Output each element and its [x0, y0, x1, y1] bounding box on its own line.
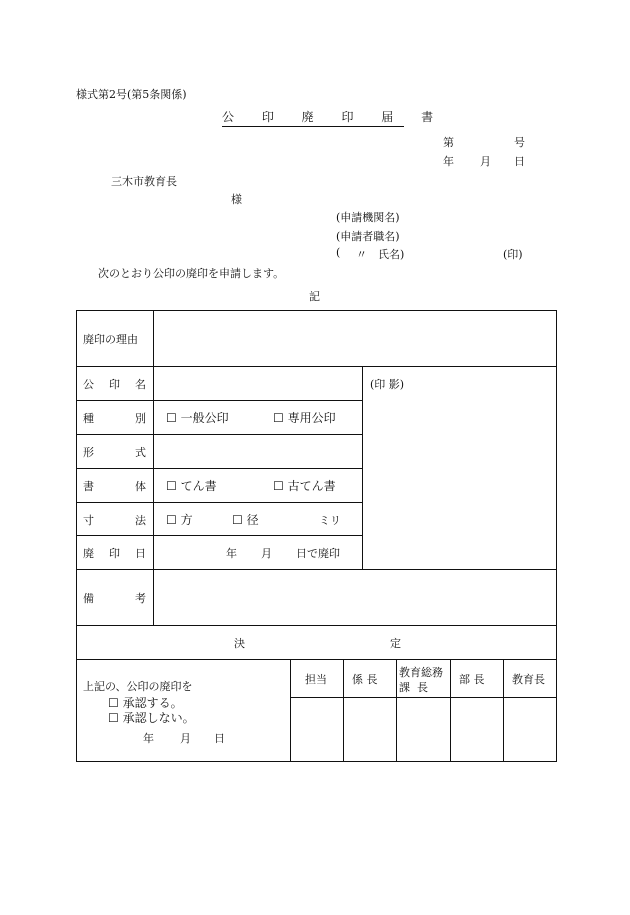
- decision-text: 上記の、公印の廃印を: [83, 680, 193, 693]
- approver-tanto: 担当: [305, 673, 327, 686]
- size-label: 寸 法: [83, 514, 146, 527]
- approver-kyoikucho: 教育長: [512, 673, 545, 686]
- date-year-label: 年: [443, 155, 454, 168]
- abolish-date-label: 廃 印 日: [83, 547, 146, 560]
- approver-kacho: 課 長: [399, 681, 428, 694]
- reason-label: 廃印の理由: [83, 333, 138, 346]
- date-month-label: 月: [480, 155, 491, 168]
- abolish-year: 年: [226, 547, 237, 560]
- approver-kakaricho: 係 長: [352, 673, 378, 686]
- column-divider: [290, 659, 291, 762]
- row-divider: [76, 434, 362, 435]
- approver-bucho: 部 長: [459, 673, 485, 686]
- remarks-label: 備 考: [83, 592, 146, 605]
- addressee: 三木市教育長: [111, 175, 177, 188]
- size-option-square[interactable]: ☐ 方: [166, 513, 193, 527]
- applicant-name-open: (: [336, 246, 341, 259]
- row-divider: [76, 400, 362, 401]
- decision-header-left: 決: [234, 637, 245, 650]
- size-unit: ミリ: [319, 514, 341, 527]
- number-suffix: 号: [514, 136, 525, 149]
- column-divider: [396, 659, 397, 762]
- row-divider: [76, 502, 362, 503]
- type-label: 種 別: [83, 412, 146, 425]
- column-divider: [503, 659, 504, 762]
- row-divider: [76, 625, 557, 626]
- seal-name-label: 公 印 名: [83, 378, 146, 391]
- decision-year: 年: [143, 732, 154, 745]
- seal-impression-label: (印 影): [370, 378, 405, 391]
- ki-label: 記: [309, 290, 320, 303]
- decision-approve[interactable]: ☐ 承認する。: [108, 696, 183, 710]
- form-label: 形 式: [83, 446, 146, 459]
- applicant-title-label: (申請者職名): [336, 230, 400, 243]
- document-title: 公 印 廃 印 届 書: [222, 108, 404, 127]
- approver-kyoiku-somu: 教育総務: [399, 666, 443, 679]
- applicant-org-label: (申請機関名): [336, 211, 400, 224]
- intro-text: 次のとおり公印の廃印を申請します。: [98, 267, 285, 280]
- row-divider: [76, 468, 362, 469]
- size-option-diameter[interactable]: ☐ 径: [232, 513, 259, 527]
- font-option-kotensho[interactable]: ☐ 古てん書: [273, 479, 336, 493]
- applicant-name-ditto: 〃: [356, 248, 367, 261]
- decision-header-right: 定: [390, 637, 401, 650]
- seal-mark: (印): [503, 248, 523, 261]
- date-day-label: 日: [514, 155, 525, 168]
- decision-day: 日: [214, 732, 225, 745]
- decision-reject[interactable]: ☐ 承認しない。: [108, 711, 195, 725]
- type-option-general[interactable]: ☐ 一般公印: [166, 411, 229, 425]
- column-divider: [450, 659, 451, 762]
- type-option-dedicated[interactable]: ☐ 専用公印: [273, 411, 336, 425]
- abolish-month: 月: [261, 547, 272, 560]
- column-divider: [153, 310, 154, 625]
- decision-month: 月: [180, 732, 191, 745]
- form-number: 様式第2号(第5条関係): [76, 88, 187, 101]
- row-divider: [76, 535, 362, 536]
- row-divider: [76, 569, 557, 570]
- applicant-name-label: 氏名): [378, 248, 405, 261]
- row-divider: [76, 659, 557, 660]
- number-label: 第: [443, 136, 454, 149]
- abolish-day-suffix: 日で廃印: [296, 547, 340, 560]
- column-divider: [343, 659, 344, 762]
- row-divider: [76, 366, 557, 367]
- font-option-tensho[interactable]: ☐ てん書: [166, 479, 217, 493]
- column-divider: [362, 366, 363, 569]
- row-divider: [290, 697, 557, 698]
- font-label: 書 体: [83, 480, 146, 493]
- honorific: 様: [231, 193, 242, 206]
